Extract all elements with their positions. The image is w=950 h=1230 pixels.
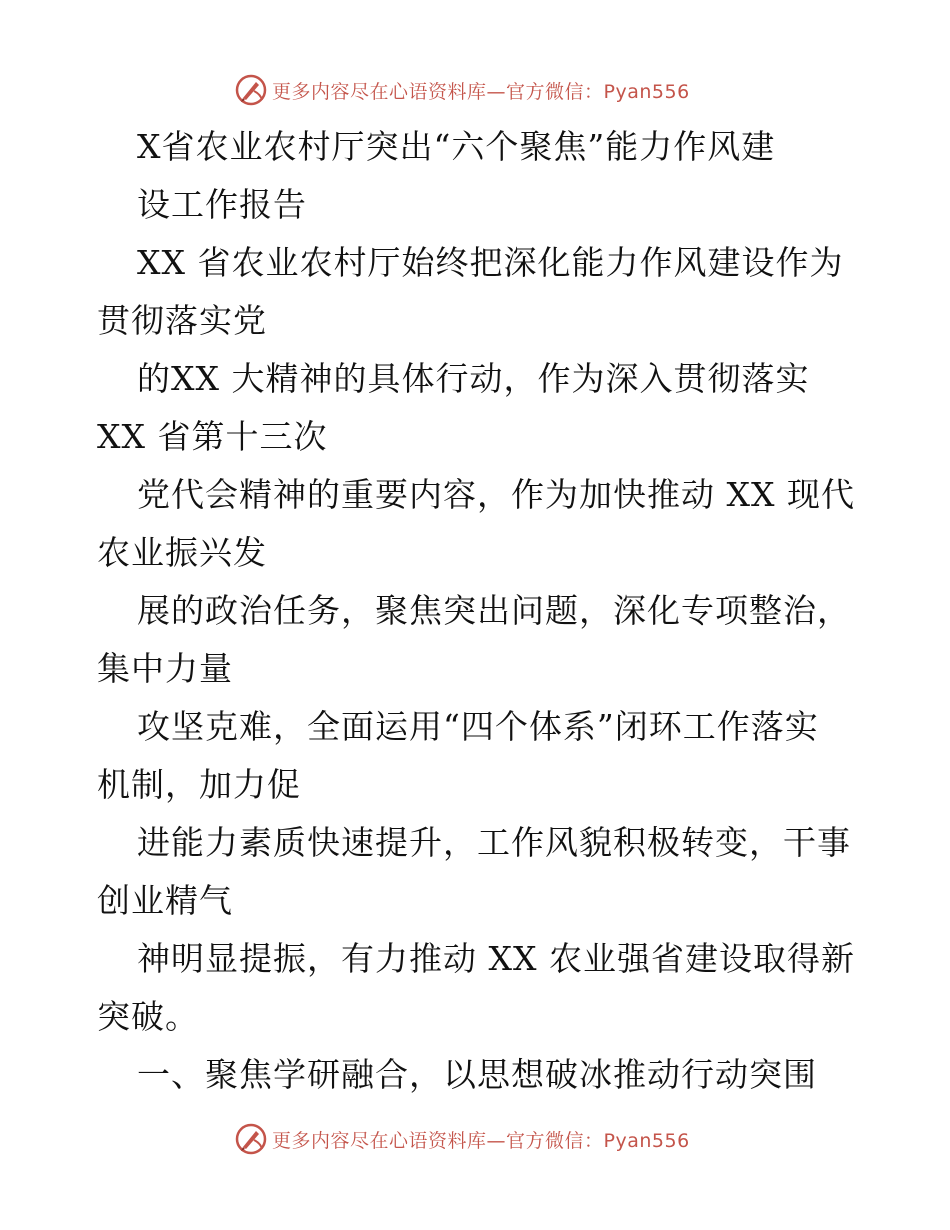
document-title-line-1: X省农业农村厅突出“六个聚焦”能力作风建	[137, 127, 776, 166]
paragraph-line: 贯彻落实党	[97, 301, 267, 340]
paragraph-line: 农业振兴发	[97, 533, 267, 572]
paragraph-line: 的XX 大精神的具体行动，作为深入贯彻落实	[137, 359, 810, 398]
paragraph-line: XX 省农业农村厅始终把深化能力作风建设作为	[137, 243, 844, 282]
quill-pen-logo-icon	[234, 73, 268, 107]
paragraph-line: 展的政治任务，聚焦突出问题，深化专项整治，	[137, 591, 851, 630]
paragraph-line: 攻坚克难，全面运用“四个体系”闭环工作落实	[137, 707, 819, 746]
watermark-banner-top	[234, 72, 690, 108]
paragraph-line: 突破。	[97, 997, 199, 1036]
document-title-line-2: 设工作报告	[137, 185, 307, 224]
quill-pen-logo-icon	[234, 1122, 268, 1156]
watermark-text: 更多内容尽在心语资料库—官方微信：Pyan556	[272, 80, 690, 103]
paragraph-line: 党代会精神的重要内容，作为加快推动 XX 现代	[137, 475, 855, 514]
paragraph-line: 机制，加力促	[97, 765, 301, 804]
paragraph-line: 神明显提振，有力推动 XX 农业强省建设取得新	[137, 939, 855, 978]
section-heading: 一、聚焦学研融合，以思想破冰推动行动突围	[137, 1055, 817, 1094]
paragraph-line: 进能力素质快速提升，工作风貌积极转变，干事	[137, 823, 851, 862]
paragraph-line: 集中力量	[97, 649, 233, 688]
paragraph-line: 创业精气	[97, 881, 233, 920]
paragraph-line: XX 省第十三次	[97, 417, 328, 456]
watermark-banner-bottom	[234, 1121, 690, 1157]
watermark-text: 更多内容尽在心语资料库—官方微信：Pyan556	[272, 1129, 690, 1152]
